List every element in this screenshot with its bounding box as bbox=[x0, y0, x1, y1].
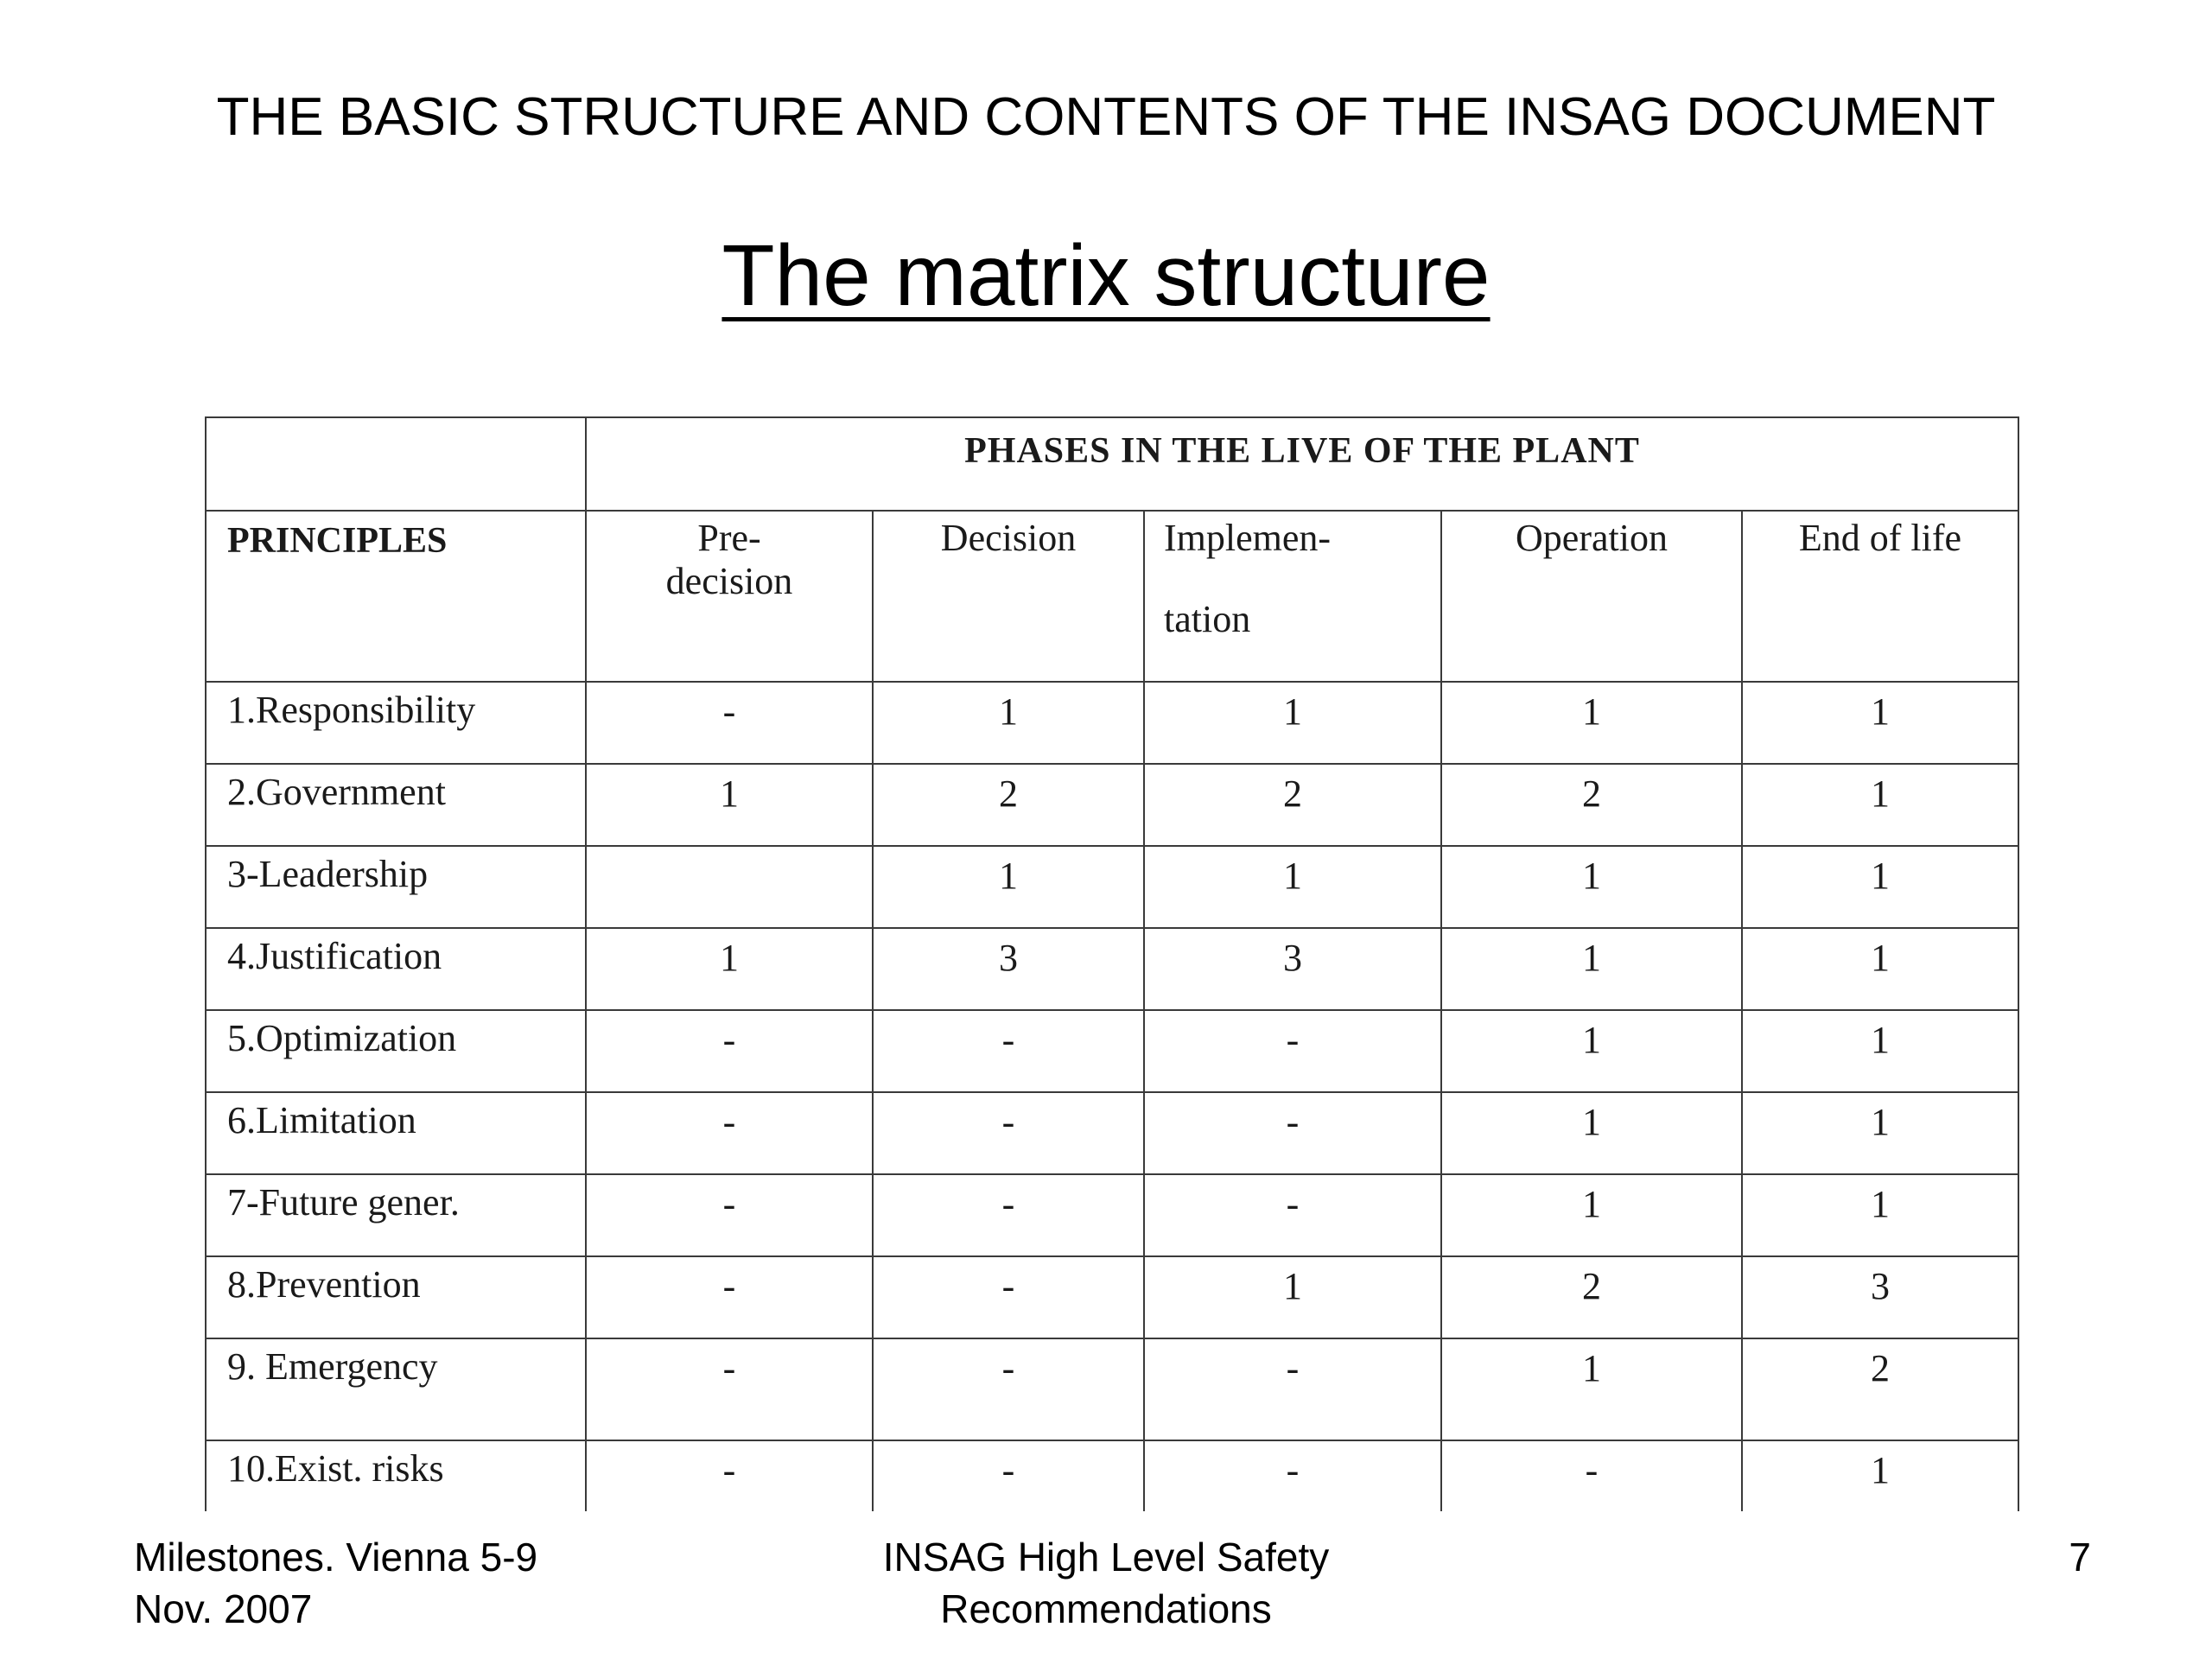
value-cell: 2 bbox=[1441, 764, 1742, 846]
footer-document-title bbox=[760, 1531, 1452, 1635]
phase-header-pre-decision bbox=[586, 511, 873, 682]
footer-document-title-line: INSAG High Level Safety bbox=[882, 1535, 1330, 1580]
value-cell: 3 bbox=[1742, 1256, 2018, 1338]
phase-label-line: End of life bbox=[1798, 517, 1962, 559]
value-cell: 1 bbox=[1742, 764, 2018, 846]
value-cell: - bbox=[873, 1256, 1144, 1338]
principles-header: PRINCIPLES bbox=[206, 511, 586, 682]
value-cell: 1 bbox=[1742, 846, 2018, 928]
value-cell: - bbox=[1144, 1092, 1441, 1174]
value-cell: 1 bbox=[1441, 682, 1742, 764]
value-cell: - bbox=[586, 682, 873, 764]
phase-label-line: Pre- bbox=[697, 517, 761, 559]
table-row bbox=[206, 1440, 2018, 1511]
table-row bbox=[206, 928, 2018, 1010]
value-cell: - bbox=[1144, 1440, 1441, 1511]
value-cell: 1 bbox=[1441, 1092, 1742, 1174]
principle-cell: 1.Responsibility bbox=[206, 682, 586, 764]
value-cell: 1 bbox=[1742, 1010, 2018, 1092]
value-cell: 1 bbox=[873, 682, 1144, 764]
principle-cell: 7-Future gener. bbox=[206, 1174, 586, 1256]
value-cell: 1 bbox=[586, 928, 873, 1010]
value-cell: 1 bbox=[1441, 928, 1742, 1010]
phase-label-line: Operation bbox=[1516, 517, 1668, 559]
principle-cell: 8.Prevention bbox=[206, 1256, 586, 1338]
value-cell: 1 bbox=[1742, 928, 2018, 1010]
value-cell: - bbox=[1144, 1010, 1441, 1092]
phase-label-line: Decision bbox=[940, 517, 1077, 559]
table-row bbox=[206, 1010, 2018, 1092]
footer-event-line: Milestones. Vienna 5-9 bbox=[134, 1535, 538, 1580]
value-cell: - bbox=[873, 1440, 1144, 1511]
phase-header-implementation bbox=[1144, 511, 1441, 682]
phase-header-end-of-life bbox=[1742, 511, 2018, 682]
principle-cell: 3-Leadership bbox=[206, 846, 586, 928]
value-cell: 1 bbox=[1742, 1174, 2018, 1256]
principles-phases-matrix bbox=[205, 416, 2019, 1511]
value-cell: 2 bbox=[1742, 1338, 2018, 1440]
footer-event bbox=[134, 1531, 739, 1635]
phases-header: PHASES IN THE LIVE OF THE PLANT bbox=[586, 417, 2018, 511]
slide-title-text: The matrix structure bbox=[721, 227, 1491, 324]
matrix-corner-cell bbox=[206, 417, 586, 511]
value-cell: - bbox=[586, 1440, 873, 1511]
value-cell: 1 bbox=[1441, 1338, 1742, 1440]
value-cell: - bbox=[586, 1256, 873, 1338]
page-number: 7 bbox=[2069, 1535, 2091, 1580]
value-cell: - bbox=[1144, 1174, 1441, 1256]
phase-header-decision bbox=[873, 511, 1144, 682]
phase-label-line: decision bbox=[665, 560, 793, 602]
principle-cell: 10.Exist. risks bbox=[206, 1440, 586, 1511]
value-cell: 1 bbox=[1144, 1256, 1441, 1338]
value-cell: 2 bbox=[873, 764, 1144, 846]
value-cell: 3 bbox=[873, 928, 1144, 1010]
value-cell: 1 bbox=[1742, 682, 2018, 764]
table-row bbox=[206, 1256, 2018, 1338]
value-cell: 2 bbox=[1441, 1256, 1742, 1338]
principle-cell: 6.Limitation bbox=[206, 1092, 586, 1174]
phase-label-line: Implemen- bbox=[1164, 517, 1332, 559]
footer-event-line: Nov. 2007 bbox=[134, 1586, 313, 1631]
value-cell: 3 bbox=[1144, 928, 1441, 1010]
slide-heading: THE BASIC STRUCTURE AND CONTENTS OF THE INSAG DOCUMENT bbox=[216, 87, 1996, 147]
phase-header-operation bbox=[1441, 511, 1742, 682]
value-cell: 1 bbox=[1441, 1010, 1742, 1092]
slide-title bbox=[0, 226, 2212, 326]
principle-cell: 9. Emergency bbox=[206, 1338, 586, 1440]
phase-label-line: tation bbox=[1164, 598, 1251, 640]
value-cell: - bbox=[1144, 1338, 1441, 1440]
value-cell: - bbox=[873, 1010, 1144, 1092]
table-row bbox=[206, 846, 2018, 928]
table-row bbox=[206, 682, 2018, 764]
principle-cell: 5.Optimization bbox=[206, 1010, 586, 1092]
value-cell: - bbox=[586, 1338, 873, 1440]
principle-cell: 2.Government bbox=[206, 764, 586, 846]
value-cell bbox=[586, 846, 873, 928]
table-row bbox=[206, 1092, 2018, 1174]
value-cell: 1 bbox=[1441, 846, 1742, 928]
table-row bbox=[206, 764, 2018, 846]
value-cell: - bbox=[586, 1174, 873, 1256]
value-cell: 1 bbox=[1144, 846, 1441, 928]
value-cell: - bbox=[586, 1010, 873, 1092]
table-row bbox=[206, 1174, 2018, 1256]
footer-document-title-line: Recommendations bbox=[940, 1586, 1272, 1631]
value-cell: 1 bbox=[1742, 1092, 2018, 1174]
value-cell: 1 bbox=[586, 764, 873, 846]
value-cell: - bbox=[873, 1174, 1144, 1256]
value-cell: 1 bbox=[1144, 682, 1441, 764]
principle-cell: 4.Justification bbox=[206, 928, 586, 1010]
value-cell: - bbox=[873, 1338, 1144, 1440]
value-cell: - bbox=[586, 1092, 873, 1174]
value-cell: 1 bbox=[1742, 1440, 2018, 1511]
value-cell: - bbox=[1441, 1440, 1742, 1511]
table-row bbox=[206, 1338, 2018, 1440]
value-cell: 1 bbox=[873, 846, 1144, 928]
value-cell: 2 bbox=[1144, 764, 1441, 846]
value-cell: 1 bbox=[1441, 1174, 1742, 1256]
value-cell: - bbox=[873, 1092, 1144, 1174]
